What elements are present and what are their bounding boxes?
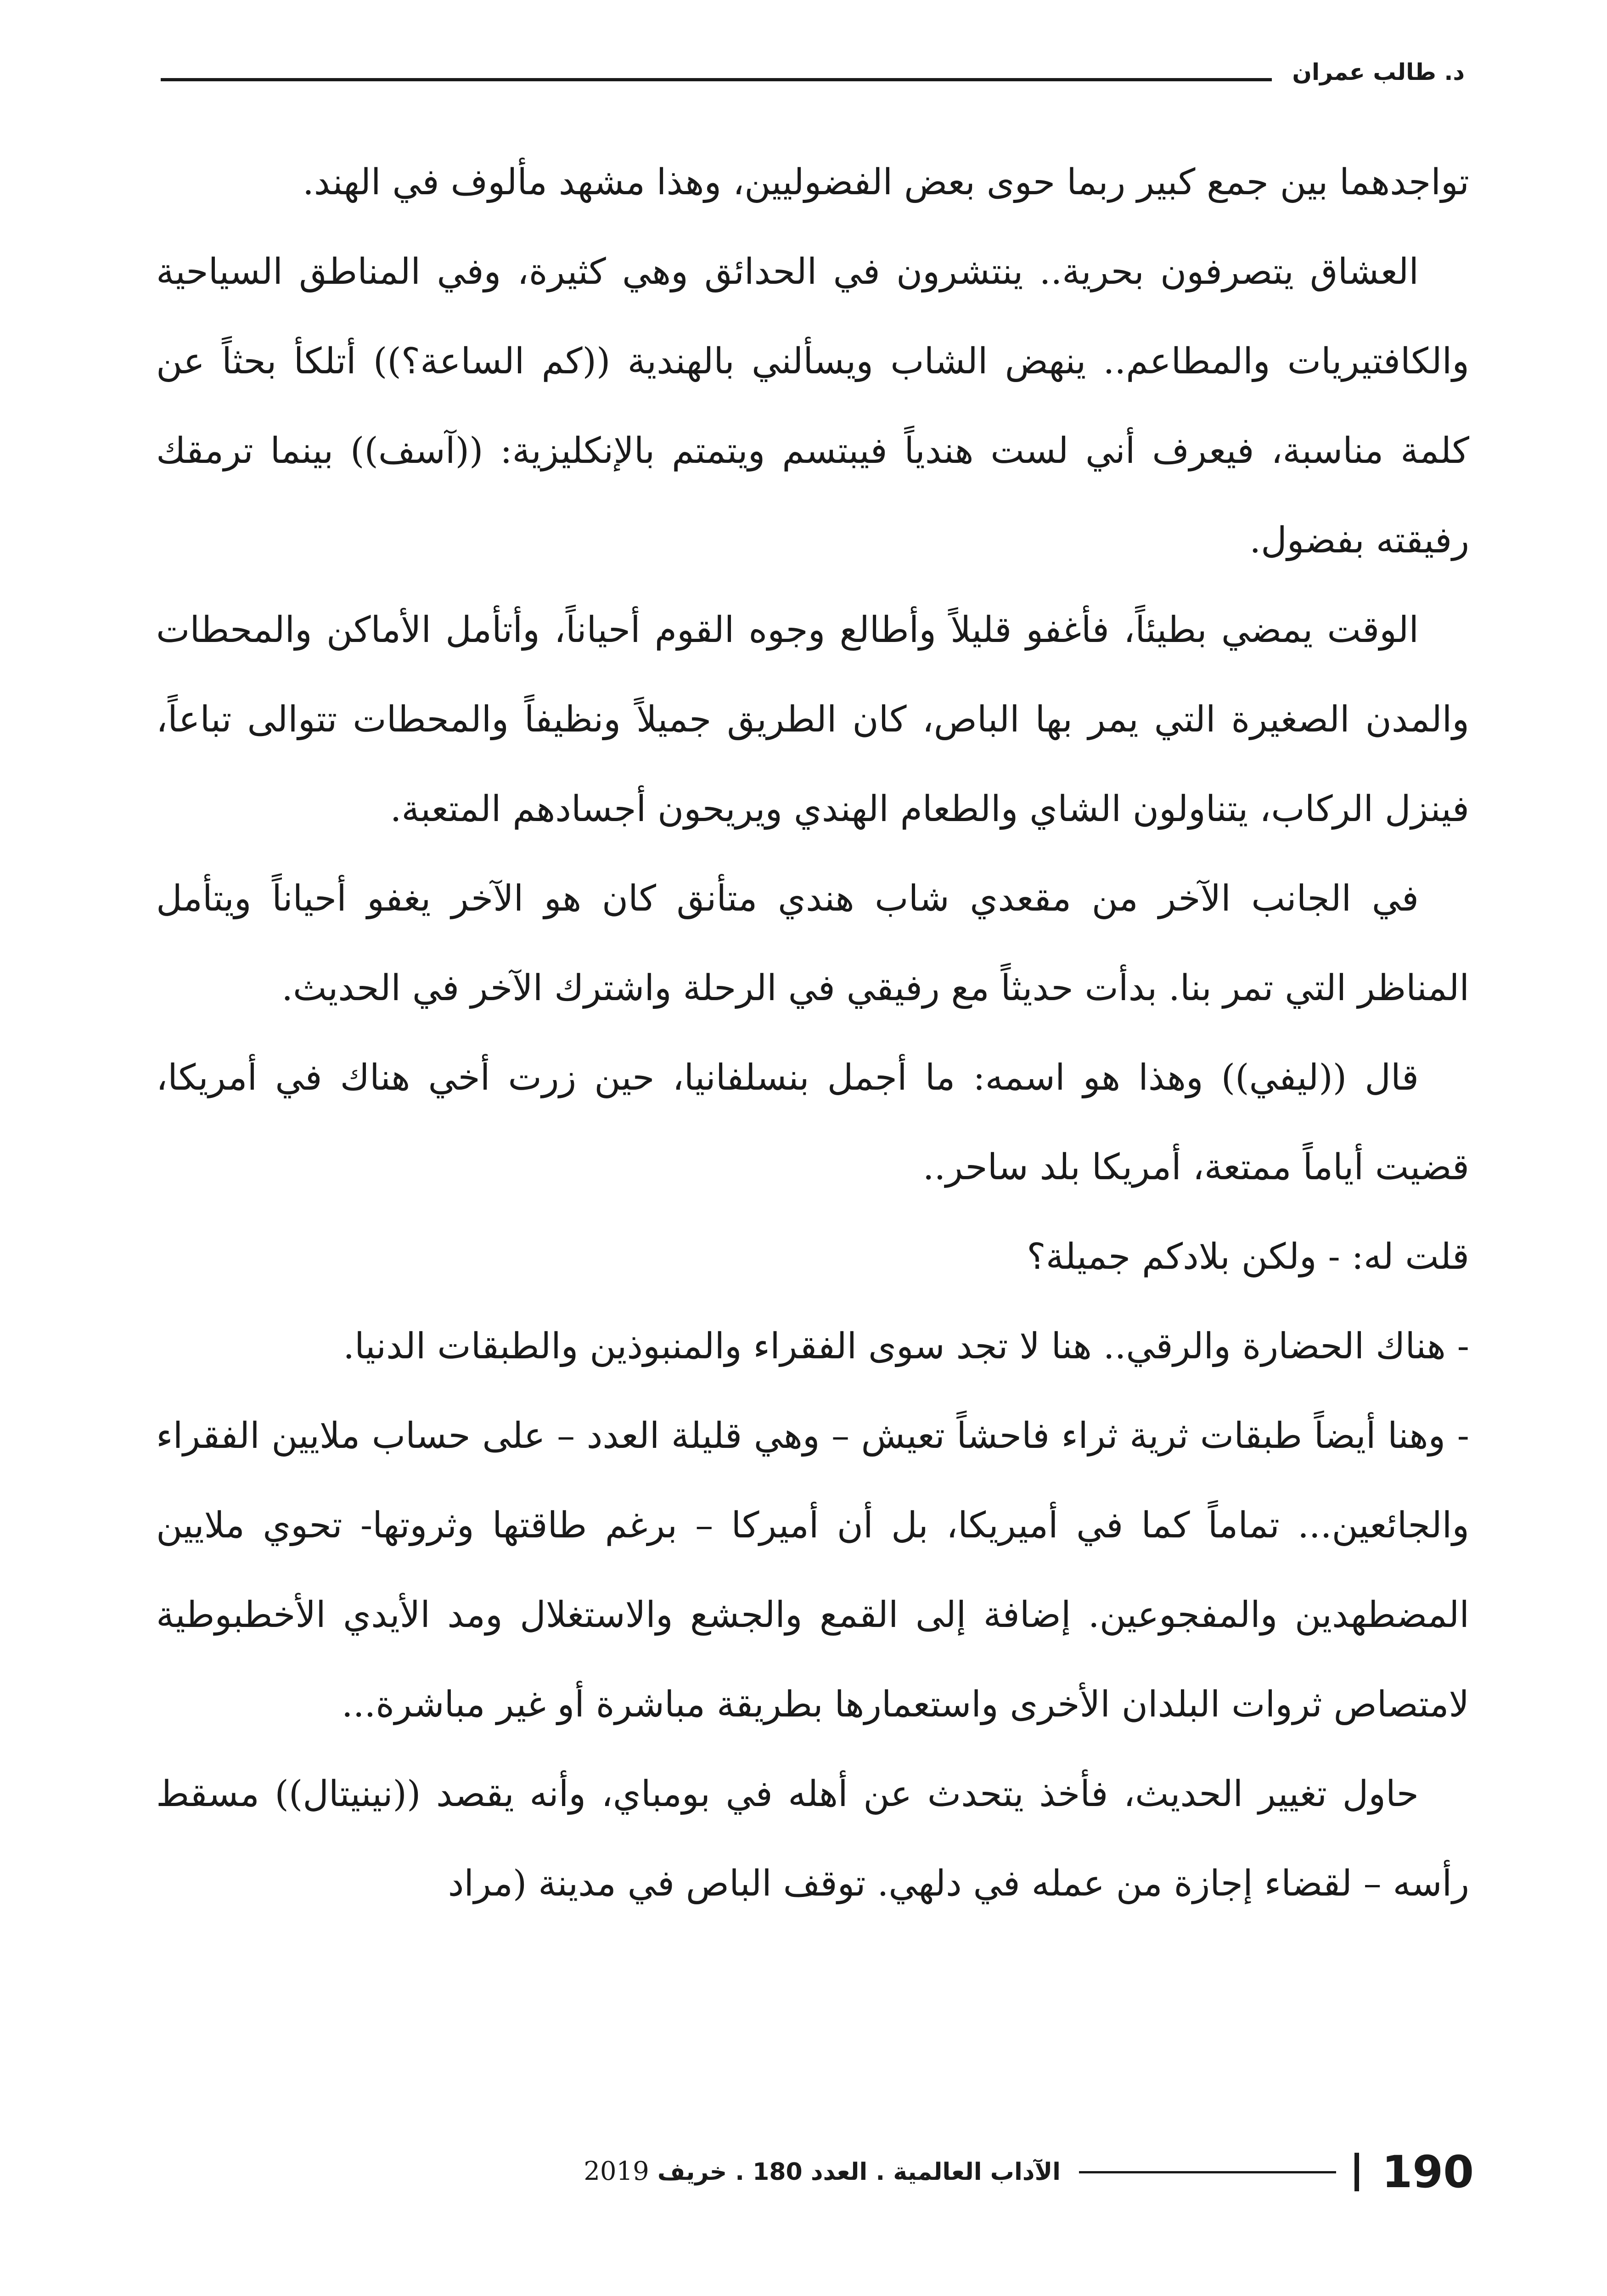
- paragraph: حاول تغيير الحديث، فأخذ يتحدث عن أهله في بومباي، وأنه يقصد ((نينيتال)) مسقط رأسه – لقضاء إجازة من عمله في دلهي. توقف الباص في مدينة (مراد: [156, 1773, 1469, 1904]
- paragraph: قال ((ليفي)) وهذا هو اسمه: ما أجمل بنسلفانيا، حين زرت أخي هناك في أمريكا، قضيت أياماً ممتعة، أمريكا بلد ساحر..: [156, 1057, 1469, 1188]
- header-rule: [161, 78, 1272, 81]
- journal-info: [152, 2156, 1061, 2186]
- paragraph: تواجدهما بين جمع كبير ربما حوى بعض الفضوليين، وهذا مشهد مألوف في الهند.: [302, 162, 1469, 203]
- author-name: د. طالب عمران: [1292, 59, 1465, 85]
- paragraph: - وهنا أيضاً طبقات ثرية ثراء فاحشاً تعيش – وهي قليلة العدد – على حساب ملايين الفقراء والجائعين... تماماً كما في أميريكا، بل أن أميركا – برغم طاقتها وثروتها- تحوي ملايين المضطهدين والمفجوعين. إضافة إلى القمع والجشع والاستغلال ومد الأيدي الأخطبوطية لامتصاص ثروات البلدان الأخرى واستعمارها بطريقة مباشرة أو غير مباشرة...: [156, 1415, 1469, 1725]
- journal-year: 2019: [584, 2156, 649, 2186]
- page-number: 190: [1382, 2146, 1474, 2198]
- paragraph: الوقت يمضي بطيئاً، فأغفو قليلاً وأطالع وجوه القوم أحياناً، وأتأمل الأماكن والمحطات والمدن الصغيرة التي يمر بها الباص، كان الطريق جميلاً ونظيفاً والمحطات تتوالى تباعاً، فينزل الركاب، يتناولون الشاي والطعام الهندي ويريحون أجسادهم المتعبة.: [156, 609, 1469, 830]
- paragraph: - هناك الحضارة والرقي.. هنا لا تجد سوى الفقراء والمنبوذين والطبقات الدنيا.: [343, 1326, 1469, 1367]
- paragraph: في الجانب الآخر من مقعدي شاب هندي متأنق كان هو الآخر يغفو أحياناً ويتأمل المناظر التي تمر بنا. بدأت حديثاً مع رفيقي في الرحلة واشترك الآخر في الحديث.: [156, 878, 1469, 1009]
- page-header: [161, 54, 1465, 105]
- footer-separator-bar: [1354, 2153, 1359, 2191]
- article-body: [156, 138, 1469, 1929]
- page-footer: [152, 2140, 1474, 2204]
- footer-rule: [1079, 2171, 1336, 2173]
- paragraph: قلت له: - ولكن بلادكم جميلة؟: [1027, 1236, 1469, 1277]
- paragraph: العشاق يتصرفون بحرية.. ينتشرون في الحدائق وهي كثيرة، وفي المناطق السياحية والكافتيريات والمطاعم.. ينهض الشاب ويسألني بالهندية ((كم الساعة؟)) أتلكأ بحثاً عن كلمة مناسبة، فيعرف أني لست هندياً فيبتسم ويتمتم بالإنكليزية: ((آسف)) بينما ترمقك رفيقته بفضول.: [156, 251, 1469, 561]
- journal-name: الآداب العالمية . العدد 180 . خريف: [657, 2158, 1061, 2186]
